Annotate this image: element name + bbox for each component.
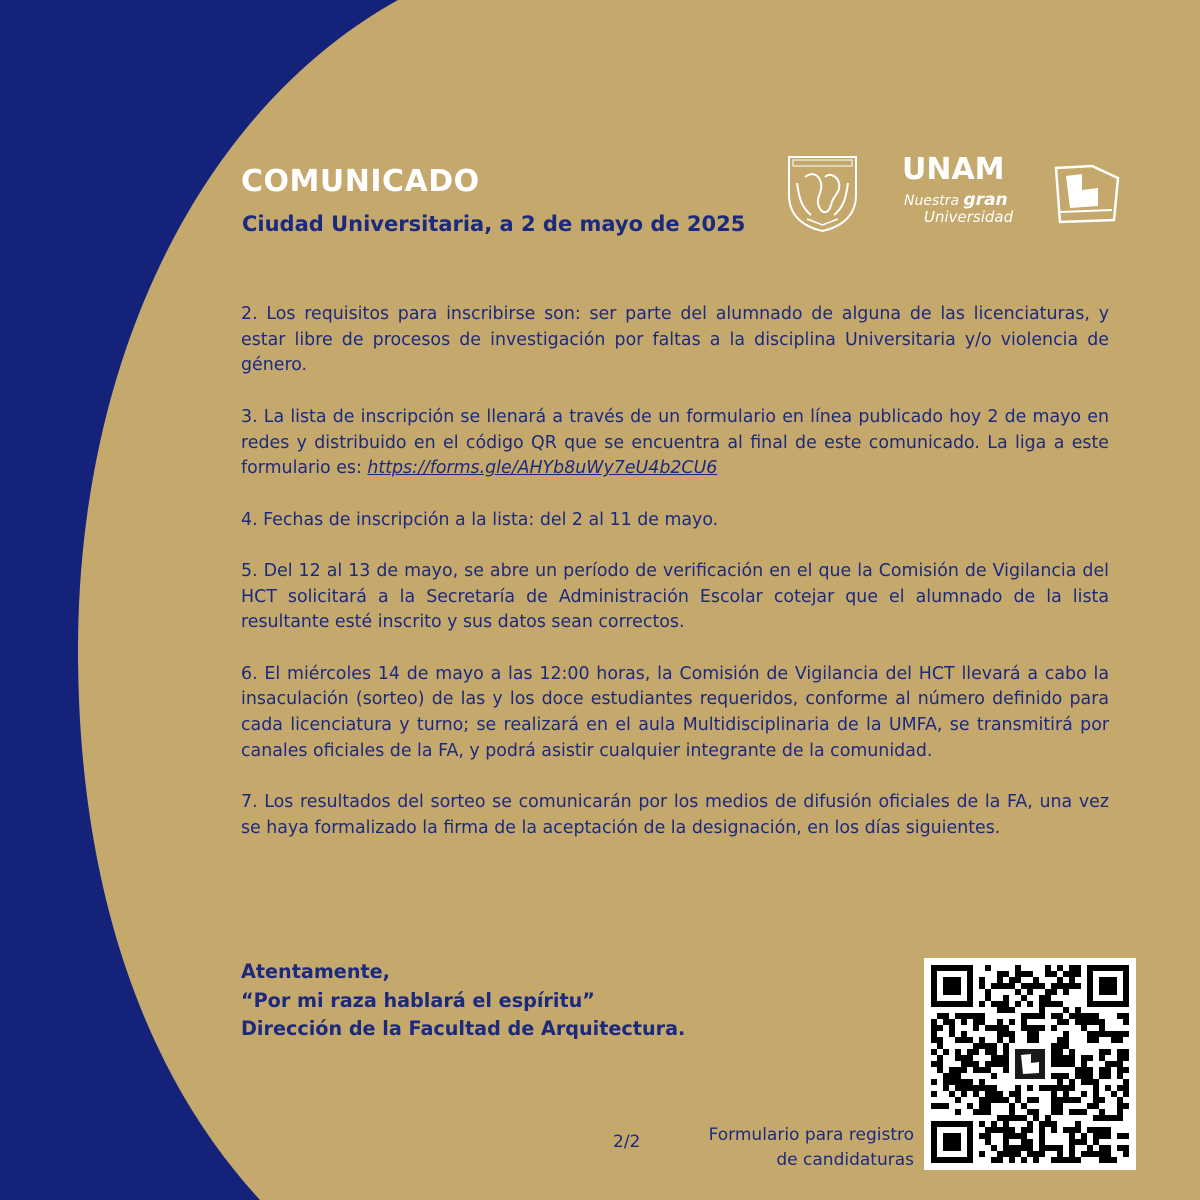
unam-slogan-line-2: Universidad bbox=[924, 208, 1014, 226]
item-4: 4. Fechas de inscripción a la lista: del 2 al 11 de mayo. bbox=[241, 509, 719, 530]
page-title: COMUNICADO bbox=[241, 164, 480, 199]
unam-logo bbox=[898, 152, 1023, 234]
closing-signature bbox=[241, 958, 685, 1044]
closing-line-3: Dirección de la Facultad de Arquitectura. bbox=[241, 1017, 686, 1040]
closing-line-1: Atentamente, bbox=[241, 960, 390, 983]
qr-caption-line-2: de candidaturas bbox=[776, 1149, 914, 1170]
form-link[interactable]: https://forms.gle/AHYb8uWy7eU4b2CU6 bbox=[367, 458, 718, 479]
slogan-nuestra: Nuestra bbox=[904, 193, 960, 209]
qr-caption bbox=[640, 1123, 914, 1172]
qr-code-icon[interactable] bbox=[924, 958, 1136, 1170]
logo-group bbox=[780, 150, 1130, 240]
item-5: 5. Del 12 al 13 de mayo, se abre un período de verificación en el que la Comisión de Vigilancia del HCT solicitará a la Secretaría de Administración Escolar cotejar que el alumnado de la lista resultante esté inscrito y sus datos sean correctos. bbox=[241, 560, 1109, 633]
page-number: 2/2 bbox=[613, 1132, 641, 1152]
communique-body bbox=[241, 302, 1109, 867]
facultad-arquitectura-logo-icon bbox=[1052, 164, 1122, 226]
seal-lettering bbox=[785, 153, 860, 165]
dateline: Ciudad Universitaria, a 2 de mayo de 2025 bbox=[242, 212, 746, 236]
qr-caption-line-1: Formulario para registro bbox=[708, 1125, 914, 1145]
unam-seal-logo bbox=[785, 153, 860, 233]
closing-line-2: “Por mi raza hablará el espíritu” bbox=[241, 988, 595, 1012]
item-3-text: 3. La lista de inscripción se llenará a través de un formulario en línea publicado hoy 2 de mayo en redes y distribuido en el código QR que se encuentra al final de este comunicado. La liga a este formulario es: bbox=[241, 406, 1109, 479]
slogan-gran: gran bbox=[963, 190, 1008, 210]
unam-wordmark: UNAM bbox=[902, 152, 1005, 187]
item-7: 7. Los resultados del sorteo se comunicarán por los medios de difusión oficiales de la FA, una vez se haya formalizado la firma de la aceptación de la designación, en los días siguientes. bbox=[241, 792, 1109, 838]
item-6: 6. El miércoles 14 de mayo a las 12:00 horas, la Comisión de Vigilancia del HCT llevará a cabo la insaculación (sorteo) de las y los doce estudiantes requeridos, conforme al número definido para cada licenciatura y turno; se realizará en el aula Multidisciplinaria de la UMFA, se transmitirá por canales oficiales de la FA, y podrá asistir cualquier integrante de la comunidad. bbox=[241, 663, 1109, 761]
item-2: 2. Los requisitos para inscribirse son: ser parte del alumnado de alguna de las licenciaturas, y estar libre de procesos de investigación por faltas a la disciplina Universitaria y/o violencia de género. bbox=[241, 304, 1109, 376]
item-3 bbox=[241, 405, 1109, 482]
unam-slogan-line-1 bbox=[904, 190, 1008, 210]
